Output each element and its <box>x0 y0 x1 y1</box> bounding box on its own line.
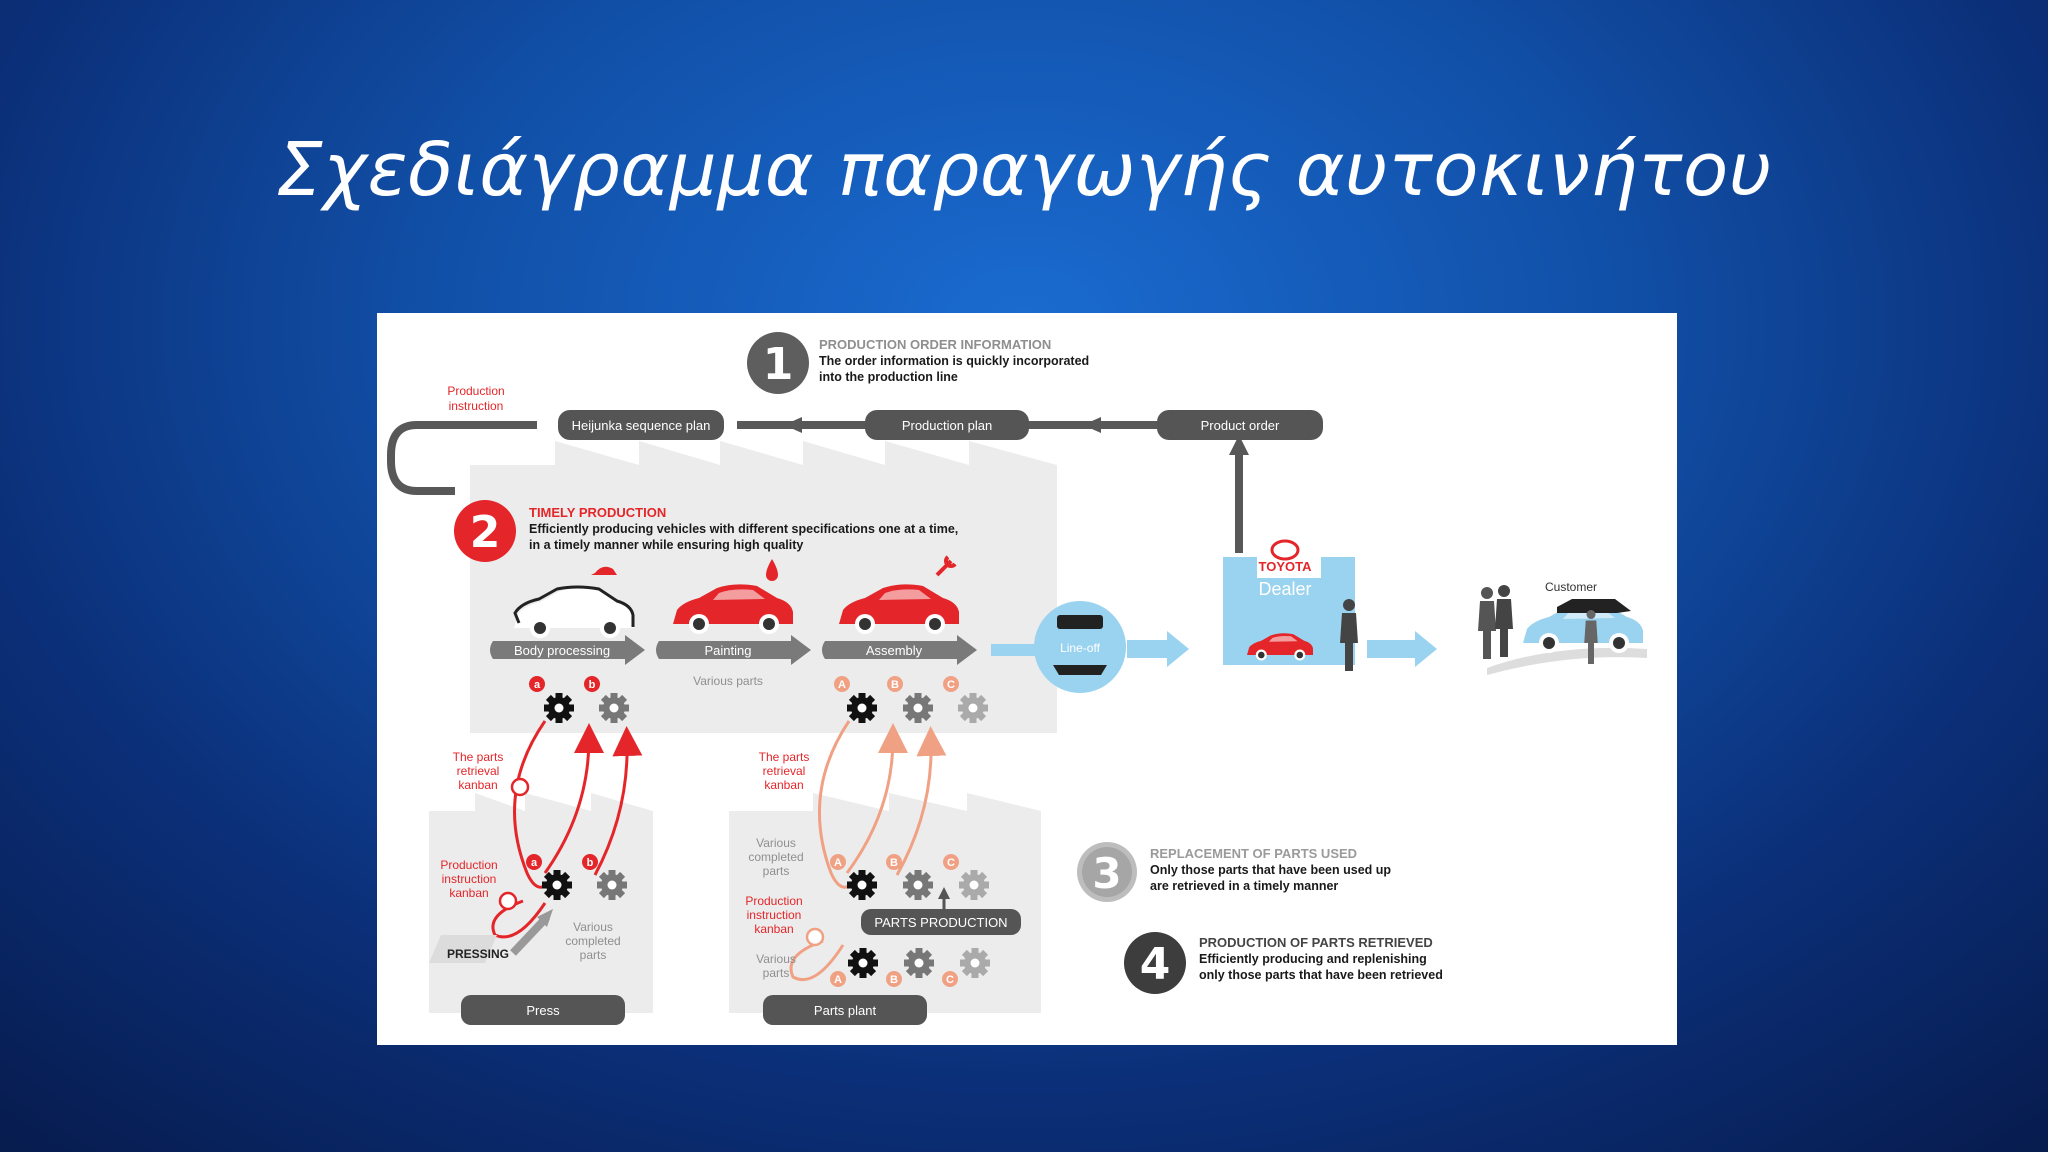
retrieval-kanban-marker <box>512 779 528 795</box>
instruction-kanban-marker <box>500 893 516 909</box>
marker-C-top-text: C <box>947 679 955 691</box>
parts-production-label: PARTS PRODUCTION <box>874 915 1008 930</box>
press-completed-parts-2: completed <box>565 934 621 948</box>
product-order-label: Product order <box>1200 418 1280 433</box>
dealer-label: Dealer <box>1258 579 1312 599</box>
production-instruction-label-1: Production <box>447 384 505 398</box>
parts-instruction-marker <box>807 929 823 945</box>
marker-a-bottom-text: a <box>530 857 538 869</box>
press-instruction-kanban-3: kanban <box>449 886 489 900</box>
gear-icon <box>903 693 933 723</box>
production-instruction-label-2: instruction <box>448 399 504 413</box>
gear-icon <box>597 870 627 900</box>
parts-instruction-kanban-1: Production <box>745 894 803 908</box>
assembly-label: Assembly <box>865 643 923 658</box>
marker-B-top-text: B <box>891 679 899 691</box>
marker-B-middle-text: B <box>890 857 898 869</box>
step-3-text-1: Only those parts that have been used up <box>1150 863 1392 877</box>
slide-title: Σχεδιάγραμμα παραγωγής αυτοκινήτου <box>275 127 1773 213</box>
parts-completed-3: parts <box>762 864 790 878</box>
customer-person-2 <box>1495 585 1513 657</box>
main-factory-shape <box>470 441 1057 733</box>
marker-b-top-text: b <box>588 679 596 691</box>
toyota-brand: TOYOTA <box>1258 559 1312 574</box>
flow-arrow-1 <box>784 417 802 433</box>
parts-various-2: parts <box>762 966 790 980</box>
customer-label: Customer <box>1544 580 1598 594</box>
marker-C-bottom-text: C <box>946 974 954 986</box>
gear-icon <box>903 870 933 900</box>
painting-label: Painting <box>704 643 752 658</box>
flow-arrow-2 <box>1083 417 1101 433</box>
step-3-number: 3 <box>1092 849 1122 898</box>
parts-retrieval-kanban-3: kanban <box>764 778 804 792</box>
step-1-heading: PRODUCTION ORDER INFORMATION <box>819 337 1052 352</box>
step-4-number: 4 <box>1139 939 1171 990</box>
customer-car-roof <box>1557 599 1631 613</box>
gear-icon <box>959 870 989 900</box>
heijunka-label: Heijunka sequence plan <box>571 418 711 433</box>
line-off-label: Line-off <box>1060 641 1100 655</box>
production-diagram <box>377 313 1677 1045</box>
press-instruction-kanban-1: Production <box>440 858 498 872</box>
step-3-heading: REPLACEMENT OF PARTS USED <box>1150 846 1358 861</box>
parts-various-1: Various <box>756 952 796 966</box>
press-factory-shape <box>429 793 653 1013</box>
gear-icon <box>960 948 990 978</box>
marker-B-bottom-text: B <box>890 974 898 986</box>
press-completed-parts-3: parts <box>579 948 607 962</box>
various-parts-label: Various parts <box>693 674 763 688</box>
production-plan-label: Production plan <box>901 418 993 433</box>
gear-icon <box>904 948 934 978</box>
step-2-text-2: in a timely manner while ensuring high quality <box>529 538 804 552</box>
step-2-number: 2 <box>469 507 501 558</box>
gear-icon <box>544 693 574 723</box>
body-processing-label: Body processing <box>513 643 611 658</box>
press-completed-parts-1: Various <box>573 920 613 934</box>
step-2-text-1: Efficiently producing vehicles with different specifications one at a time, <box>529 522 959 536</box>
step-3-text-2: are retrieved in a timely manner <box>1150 879 1339 893</box>
step-1-text-2: into the production line <box>819 370 958 384</box>
marker-A-bottom-text: A <box>834 974 842 986</box>
marker-a-top-text: a <box>533 679 541 691</box>
parts-retrieval-kanban-2: retrieval <box>762 764 806 778</box>
gear-icon <box>847 693 877 723</box>
parts-plant-label: Parts plant <box>813 1003 877 1018</box>
step-1-text-1: The order information is quickly incorporated <box>819 354 1090 368</box>
press-label: Press <box>526 1003 560 1018</box>
step-2-heading: TIMELY PRODUCTION <box>529 505 667 520</box>
truck-icon <box>1057 615 1103 629</box>
step-4-heading: PRODUCTION OF PARTS RETRIEVED <box>1199 935 1433 950</box>
parts-completed-2: completed <box>748 850 804 864</box>
gear-icon <box>542 870 572 900</box>
ship-icon <box>1053 665 1107 675</box>
marker-A-middle-text: A <box>834 857 842 869</box>
parts-completed-1: Various <box>756 836 796 850</box>
pressing-label: PRESSING <box>446 947 510 961</box>
marker-A-top-text: A <box>838 679 846 691</box>
marker-C-middle-text: C <box>947 857 955 869</box>
gear-icon <box>958 693 988 723</box>
parts-retrieval-kanban-1: The parts <box>758 750 810 764</box>
marker-b-bottom-text: b <box>586 857 594 869</box>
press-retrieval-kanban-2: retrieval <box>456 764 500 778</box>
step-1-number: 1 <box>762 339 794 390</box>
parts-instruction-kanban-2: instruction <box>746 908 802 922</box>
diagram-panel <box>377 313 1677 1045</box>
customer-person-1 <box>1478 587 1496 659</box>
press-instruction-kanban-2: instruction <box>441 872 497 886</box>
step-4-text-2: only those parts that have been retrieved <box>1199 968 1443 982</box>
press-retrieval-kanban-3: kanban <box>458 778 498 792</box>
gear-icon <box>847 870 877 900</box>
gear-icon <box>848 948 878 978</box>
step-4-text-1: Efficiently producing and replenishing <box>1199 952 1427 966</box>
parts-instruction-kanban-3: kanban <box>754 922 794 936</box>
gear-icon <box>599 693 629 723</box>
press-retrieval-kanban-1: The parts <box>452 750 504 764</box>
